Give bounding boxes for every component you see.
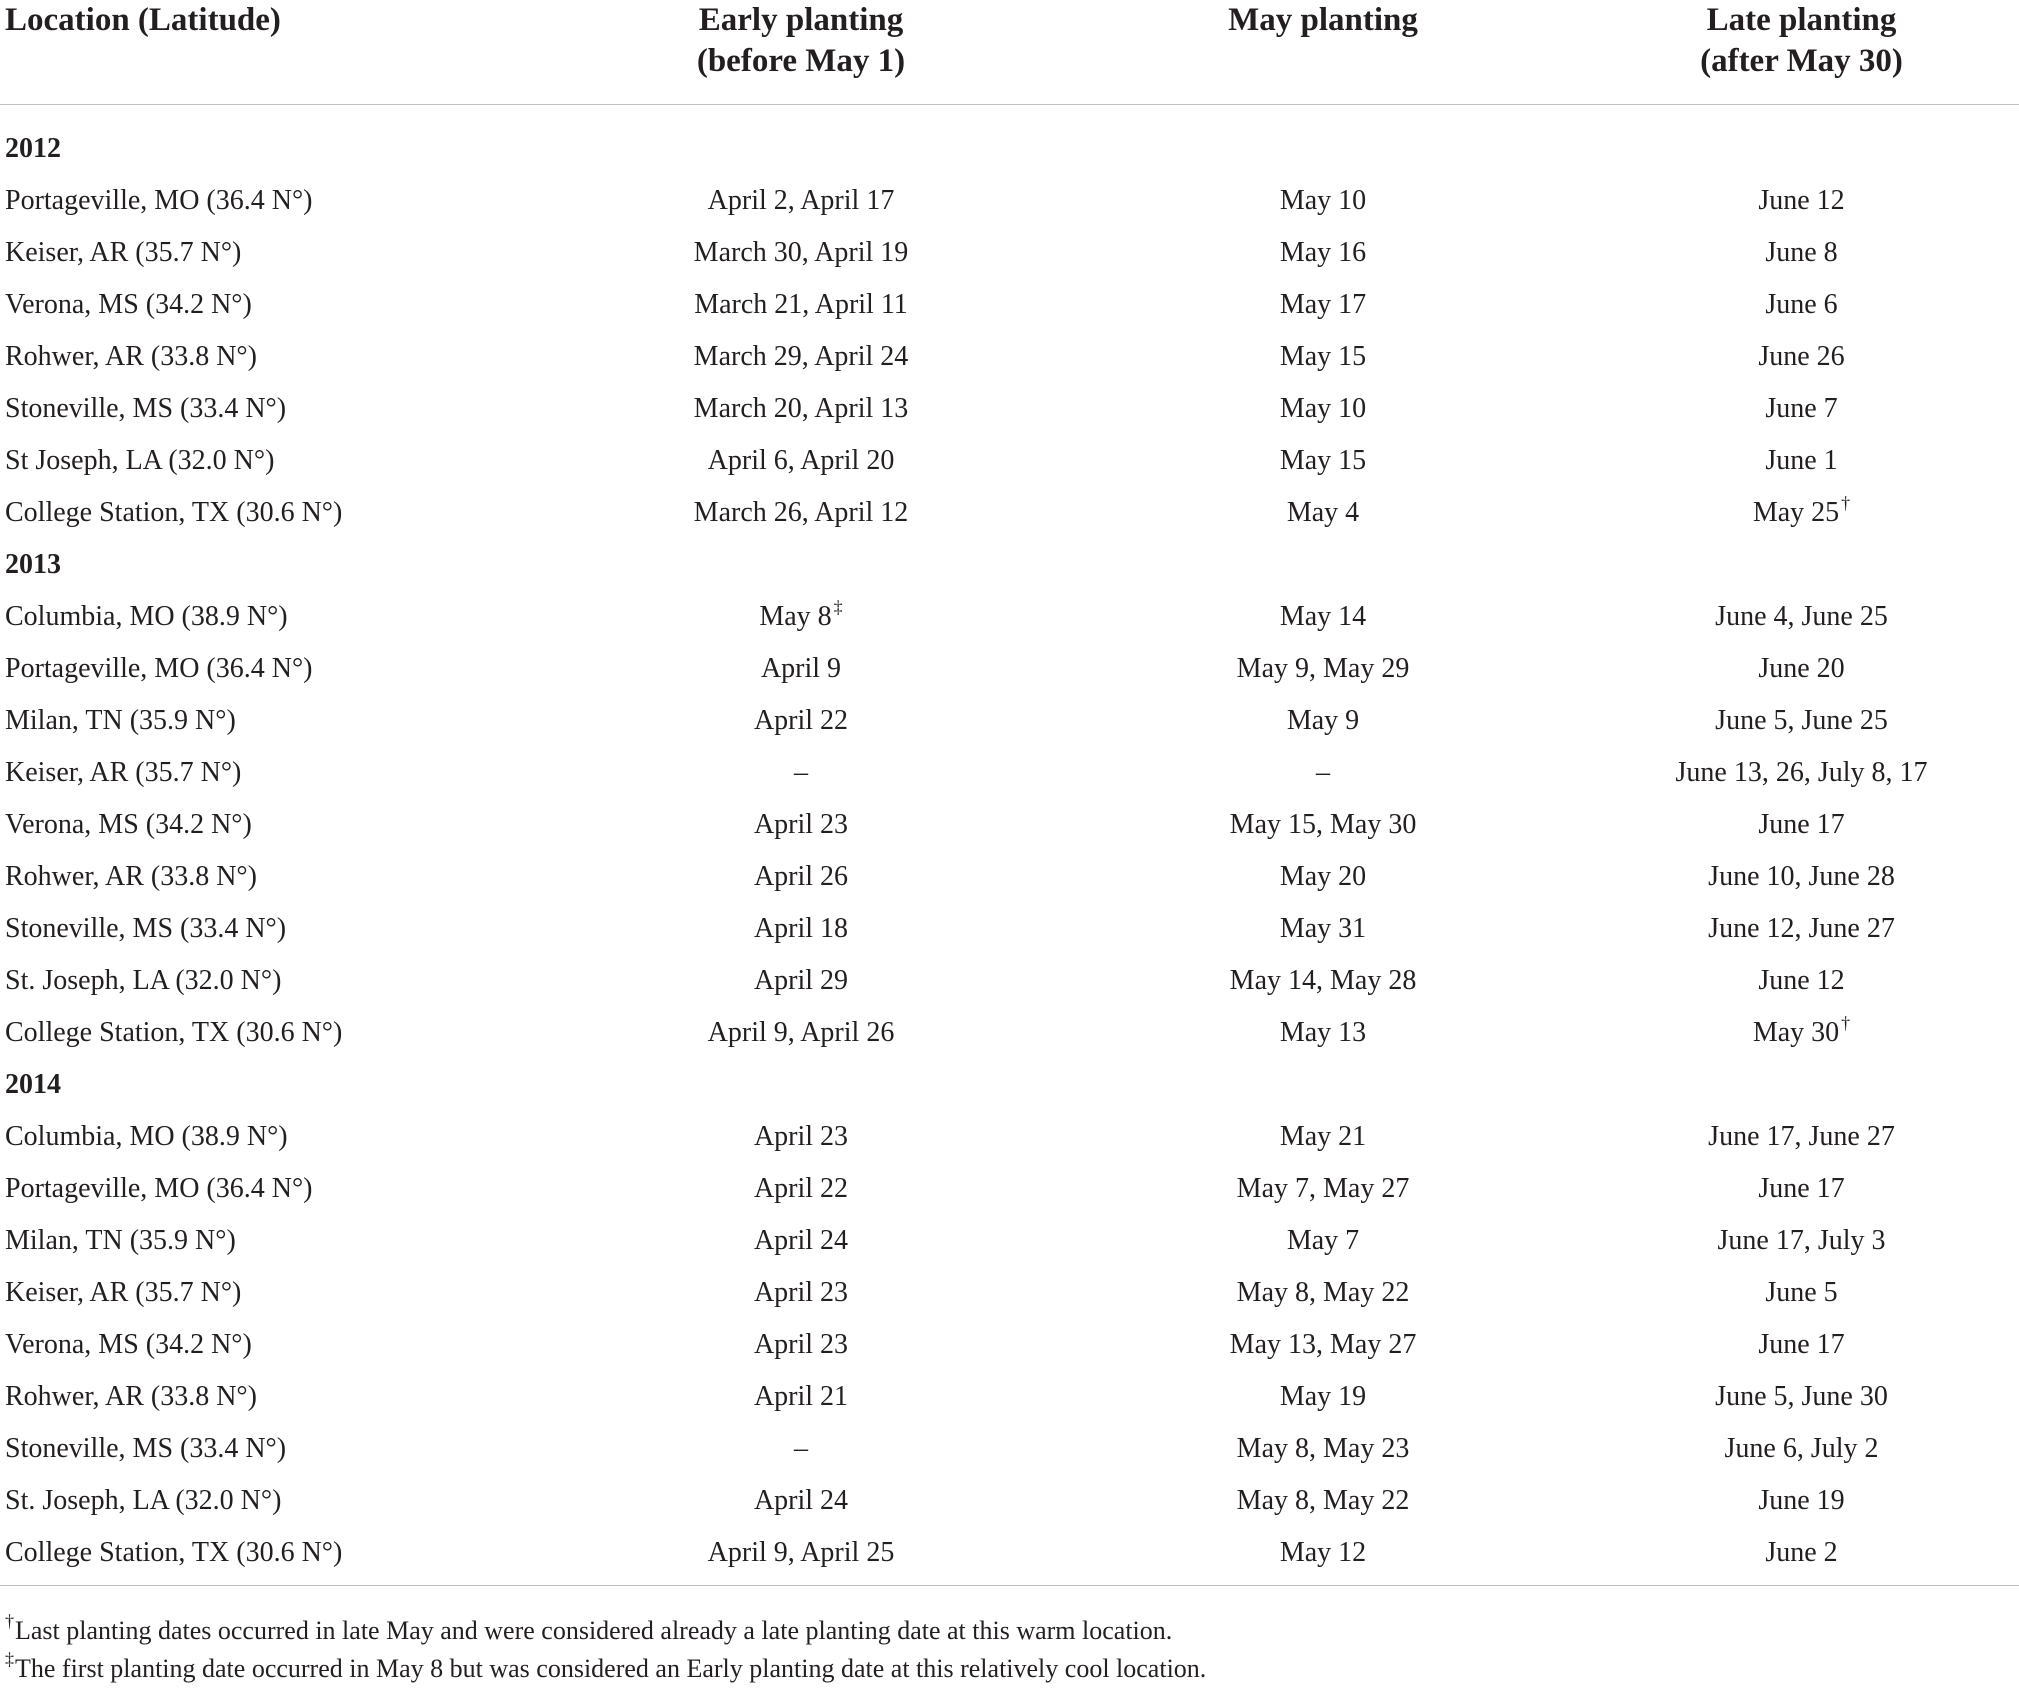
cell-late-planting — [1584, 487, 2019, 539]
footnote-double-dagger — [5, 1650, 2005, 1688]
cell-early-planting-text: April 18 — [753, 913, 849, 944]
footnote-symbol: † — [5, 1611, 14, 1631]
cell-may-planting-text: May 15 — [1279, 341, 1367, 372]
cell-may-planting — [1062, 799, 1584, 851]
cell-may-planting-text: May 10 — [1279, 393, 1367, 424]
cell-location-text: College Station, TX (30.6 N°) — [5, 1017, 343, 1048]
cell-location — [0, 1475, 540, 1527]
table-row — [0, 331, 2019, 383]
cell-may-planting — [1062, 1475, 1584, 1527]
spacer-cell — [0, 105, 2019, 124]
cell-late-planting-text: June 6, July 2 — [1724, 1433, 1879, 1464]
table-row — [0, 227, 2019, 279]
cell-early-planting-text: April 23 — [753, 1277, 849, 1308]
table-row — [0, 1111, 2019, 1163]
cell-location — [0, 1527, 540, 1586]
cell-may-planting-text: May 7 — [1286, 1225, 1360, 1256]
footnote-symbol: ‡ — [5, 1649, 14, 1669]
cell-may-planting — [1062, 487, 1584, 539]
cell-late-planting — [1584, 747, 2019, 799]
year-group-row — [0, 1059, 2019, 1111]
cell-late-planting — [1584, 1423, 2019, 1475]
cell-location-text: Verona, MS (34.2 N°) — [5, 809, 252, 840]
cell-early-planting-text: – — [794, 757, 808, 788]
cell-late-planting-text: May 30 — [1752, 1017, 1840, 1048]
cell-late-planting — [1584, 799, 2019, 851]
cell-early-planting-text: April 23 — [753, 809, 849, 840]
cell-early-planting — [540, 1319, 1062, 1371]
cell-late-planting — [1584, 435, 2019, 487]
cell-early-planting-text: April 9, April 25 — [707, 1537, 895, 1568]
cell-may-planting-text: May 10 — [1279, 185, 1367, 216]
cell-early-planting — [540, 591, 1062, 643]
cell-early-planting — [540, 1371, 1062, 1423]
cell-may-planting — [1062, 383, 1584, 435]
cell-location-text: St Joseph, LA (32.0 N°) — [5, 445, 275, 476]
table-row — [0, 695, 2019, 747]
table-row — [0, 487, 2019, 539]
cell-may-planting-text: May 19 — [1279, 1381, 1367, 1412]
cell-may-planting — [1062, 1111, 1584, 1163]
cell-early-planting-text: March 29, April 24 — [693, 341, 909, 372]
cell-may-planting — [1062, 851, 1584, 903]
column-header-line: May planting — [1228, 2, 1418, 38]
cell-late-planting — [1584, 1267, 2019, 1319]
cell-location — [0, 487, 540, 539]
cell-early-planting — [540, 1163, 1062, 1215]
cell-may-planting — [1062, 1267, 1584, 1319]
table-row — [0, 383, 2019, 435]
cell-late-planting — [1584, 851, 2019, 903]
cell-late-planting — [1584, 1319, 2019, 1371]
cell-location — [0, 1215, 540, 1267]
table-row — [0, 1267, 2019, 1319]
cell-late-planting — [1584, 1527, 2019, 1586]
cell-late-planting-text: May 25 — [1752, 497, 1840, 528]
cell-may-planting-text: May 8, May 22 — [1236, 1485, 1410, 1516]
table-row — [0, 955, 2019, 1007]
table-row — [0, 1163, 2019, 1215]
cell-late-planting-text: June 8 — [1765, 237, 1838, 268]
cell-late-planting — [1584, 1007, 2019, 1059]
cell-late-planting-text: June 2 — [1765, 1537, 1838, 1568]
cell-location-text: Stoneville, MS (33.4 N°) — [5, 913, 287, 944]
cell-location-text: Stoneville, MS (33.4 N°) — [5, 393, 287, 424]
cell-late-planting-text: June 17 — [1758, 809, 1845, 840]
footnote-dagger — [5, 1612, 2005, 1650]
cell-late-planting-text: June 1 — [1765, 445, 1838, 476]
cell-location — [0, 1007, 540, 1059]
cell-location — [0, 1319, 540, 1371]
column-header-early-planting — [540, 0, 1062, 105]
cell-early-planting — [540, 175, 1062, 227]
cell-early-planting-text: April 9 — [760, 653, 842, 684]
table-row — [0, 591, 2019, 643]
cell-early-planting — [540, 1267, 1062, 1319]
cell-may-planting — [1062, 1319, 1584, 1371]
cell-location — [0, 799, 540, 851]
cell-location-text: Rohwer, AR (33.8 N°) — [5, 341, 257, 372]
cell-early-planting-text: April 21 — [753, 1381, 849, 1412]
cell-early-planting-text: April 23 — [753, 1329, 849, 1360]
cell-early-planting-text: March 20, April 13 — [693, 393, 909, 424]
cell-location — [0, 175, 540, 227]
cell-may-planting-text: May 9, May 29 — [1236, 653, 1410, 684]
cell-late-planting-text: June 17, July 3 — [1717, 1225, 1886, 1256]
cell-late-planting — [1584, 1475, 2019, 1527]
cell-may-planting — [1062, 435, 1584, 487]
cell-early-planting — [540, 903, 1062, 955]
table-row — [0, 747, 2019, 799]
column-header-line: (after May 30) — [1700, 43, 1903, 79]
cell-may-planting-text: May 16 — [1279, 237, 1367, 268]
cell-early-planting — [540, 799, 1062, 851]
cell-late-planting — [1584, 1215, 2019, 1267]
table-row — [0, 1215, 2019, 1267]
year-label: 2014 — [5, 1069, 61, 1100]
cell-location-text: Keiser, AR (35.7 N°) — [5, 237, 242, 268]
cell-early-planting-text: April 6, April 20 — [707, 445, 895, 476]
cell-late-planting-text: June 13, 26, July 8, 17 — [1675, 757, 1928, 788]
cell-early-planting — [540, 1215, 1062, 1267]
cell-may-planting-text: May 31 — [1279, 913, 1367, 944]
cell-location — [0, 279, 540, 331]
column-header-line: Late planting — [1706, 2, 1897, 38]
cell-early-planting-text: April 24 — [753, 1225, 849, 1256]
spacer-row — [0, 105, 2019, 124]
footnote-text: The first planting date occurred in May 8 but was considered an Early planting date at this relatively cool location. — [15, 1654, 1207, 1683]
cell-may-planting-text: May 15, May 30 — [1229, 809, 1417, 840]
column-header-line: Location (Latitude) — [5, 2, 281, 38]
table-row — [0, 1527, 2019, 1586]
cell-location-text: Verona, MS (34.2 N°) — [5, 1329, 252, 1360]
cell-location — [0, 383, 540, 435]
cell-late-planting — [1584, 903, 2019, 955]
cell-early-planting-text: April 24 — [753, 1485, 849, 1516]
cell-late-planting — [1584, 955, 2019, 1007]
cell-may-planting — [1062, 227, 1584, 279]
table-body — [0, 105, 2019, 1586]
cell-may-planting-text: – — [1316, 757, 1330, 788]
cell-location — [0, 1267, 540, 1319]
column-header-location — [0, 0, 540, 105]
cell-late-planting — [1584, 279, 2019, 331]
cell-location-text: Rohwer, AR (33.8 N°) — [5, 1381, 257, 1412]
table-row — [0, 1423, 2019, 1475]
cell-location — [0, 1163, 540, 1215]
table-row — [0, 175, 2019, 227]
cell-early-planting-text: April 22 — [753, 705, 849, 736]
cell-early-planting-text: April 2, April 17 — [707, 185, 895, 216]
cell-late-planting — [1584, 383, 2019, 435]
cell-location — [0, 695, 540, 747]
cell-location-text: Portageville, MO (36.4 N°) — [5, 1173, 313, 1204]
footnote-marker: † — [1841, 493, 1851, 513]
cell-late-planting-text: June 6 — [1765, 289, 1838, 320]
cell-late-planting — [1584, 695, 2019, 747]
cell-may-planting — [1062, 1423, 1584, 1475]
cell-late-planting-text: June 7 — [1765, 393, 1838, 424]
cell-early-planting — [540, 435, 1062, 487]
cell-early-planting-text: April 29 — [753, 965, 849, 996]
cell-late-planting — [1584, 175, 2019, 227]
cell-early-planting-text: April 23 — [753, 1121, 849, 1152]
cell-may-planting — [1062, 1163, 1584, 1215]
cell-location-text: Verona, MS (34.2 N°) — [5, 289, 252, 320]
cell-late-planting-text: June 17, June 27 — [1708, 1121, 1895, 1152]
cell-late-planting-text: June 5, June 30 — [1715, 1381, 1888, 1412]
cell-early-planting — [540, 1007, 1062, 1059]
cell-may-planting — [1062, 955, 1584, 1007]
cell-may-planting — [1062, 175, 1584, 227]
footnote-marker: † — [1841, 1013, 1851, 1033]
column-header-line: Early planting — [698, 2, 904, 38]
cell-location — [0, 1371, 540, 1423]
cell-location — [0, 435, 540, 487]
cell-early-planting-text: May 8 — [759, 601, 832, 632]
cell-early-planting-text: March 26, April 12 — [693, 497, 909, 528]
cell-may-planting-text: May 14, May 28 — [1229, 965, 1417, 996]
cell-location-text: Columbia, MO (38.9 N°) — [5, 1121, 288, 1152]
cell-late-planting — [1584, 227, 2019, 279]
cell-location — [0, 1111, 540, 1163]
cell-location-text: St. Joseph, LA (32.0 N°) — [5, 1485, 282, 1516]
table-row — [0, 435, 2019, 487]
cell-may-planting-text: May 14 — [1279, 601, 1367, 632]
cell-location — [0, 747, 540, 799]
table-row — [0, 279, 2019, 331]
cell-may-planting-text: May 13 — [1279, 1017, 1367, 1048]
cell-may-planting — [1062, 1007, 1584, 1059]
cell-location-text: Milan, TN (35.9 N°) — [5, 705, 236, 736]
cell-early-planting — [540, 1527, 1062, 1586]
cell-may-planting — [1062, 331, 1584, 383]
cell-early-planting — [540, 1111, 1062, 1163]
cell-early-planting — [540, 1423, 1062, 1475]
cell-late-planting-text: June 17 — [1758, 1173, 1845, 1204]
table-row — [0, 1007, 2019, 1059]
cell-early-planting — [540, 695, 1062, 747]
cell-location-text: Milan, TN (35.9 N°) — [5, 1225, 236, 1256]
cell-may-planting — [1062, 1527, 1584, 1586]
footnote-text: Last planting dates occurred in late May and were considered already a late planting date at this warm location. — [15, 1616, 1173, 1645]
cell-location — [0, 1423, 540, 1475]
table-row — [0, 851, 2019, 903]
cell-may-planting-text: May 12 — [1279, 1537, 1367, 1568]
cell-late-planting-text: June 26 — [1758, 341, 1845, 372]
column-header-may-planting — [1062, 0, 1584, 105]
cell-may-planting — [1062, 643, 1584, 695]
year-group-row — [0, 539, 2019, 591]
table-header — [0, 0, 2019, 105]
cell-location-text: Rohwer, AR (33.8 N°) — [5, 861, 257, 892]
cell-may-planting-text: May 8, May 22 — [1236, 1277, 1410, 1308]
cell-early-planting — [540, 1475, 1062, 1527]
year-label: 2012 — [5, 133, 61, 164]
cell-early-planting-text: April 26 — [753, 861, 849, 892]
header-row — [0, 0, 2019, 105]
table-row — [0, 1319, 2019, 1371]
cell-late-planting-text: June 17 — [1758, 1329, 1845, 1360]
table-row — [0, 1475, 2019, 1527]
footnotes — [5, 1612, 2005, 1688]
cell-late-planting-text: June 5, June 25 — [1715, 705, 1888, 736]
table-row — [0, 643, 2019, 695]
cell-location-text: College Station, TX (30.6 N°) — [5, 497, 343, 528]
cell-early-planting-text: – — [794, 1433, 808, 1464]
cell-early-planting-text: March 21, April 11 — [694, 289, 908, 320]
cell-may-planting — [1062, 279, 1584, 331]
cell-late-planting-text: June 12 — [1758, 185, 1845, 216]
cell-may-planting-text: May 21 — [1279, 1121, 1367, 1152]
cell-early-planting — [540, 747, 1062, 799]
cell-late-planting-text: June 20 — [1758, 653, 1845, 684]
cell-may-planting-text: May 13, May 27 — [1229, 1329, 1417, 1360]
cell-location-text: Keiser, AR (35.7 N°) — [5, 757, 242, 788]
cell-location-text: College Station, TX (30.6 N°) — [5, 1537, 343, 1568]
cell-location-text: Portageville, MO (36.4 N°) — [5, 653, 313, 684]
footnote-marker: ‡ — [833, 597, 843, 617]
cell-late-planting — [1584, 331, 2019, 383]
cell-late-planting — [1584, 591, 2019, 643]
cell-early-planting — [540, 331, 1062, 383]
cell-late-planting-text: June 5 — [1765, 1277, 1838, 1308]
cell-may-planting-text: May 8, May 23 — [1236, 1433, 1410, 1464]
cell-may-planting-text: May 15 — [1279, 445, 1367, 476]
cell-may-planting — [1062, 1215, 1584, 1267]
cell-late-planting-text: June 12 — [1758, 965, 1845, 996]
year-label: 2013 — [5, 549, 61, 580]
cell-may-planting — [1062, 747, 1584, 799]
cell-early-planting — [540, 383, 1062, 435]
cell-may-planting-text: May 7, May 27 — [1236, 1173, 1410, 1204]
cell-location — [0, 331, 540, 383]
cell-late-planting — [1584, 1163, 2019, 1215]
cell-early-planting-text: April 22 — [753, 1173, 849, 1204]
cell-early-planting — [540, 279, 1062, 331]
cell-location — [0, 955, 540, 1007]
cell-may-planting — [1062, 695, 1584, 747]
cell-late-planting — [1584, 1111, 2019, 1163]
table-row — [0, 903, 2019, 955]
table-row — [0, 1371, 2019, 1423]
column-header-line: (before May 1) — [696, 43, 906, 79]
cell-early-planting-text: April 9, April 26 — [707, 1017, 895, 1048]
cell-may-planting-text: May 4 — [1286, 497, 1360, 528]
cell-early-planting — [540, 227, 1062, 279]
cell-location — [0, 903, 540, 955]
cell-late-planting-text: June 12, June 27 — [1708, 913, 1895, 944]
cell-early-planting — [540, 955, 1062, 1007]
cell-late-planting — [1584, 1371, 2019, 1423]
cell-location-text: Portageville, MO (36.4 N°) — [5, 185, 313, 216]
year-group-row — [0, 123, 2019, 175]
cell-early-planting — [540, 487, 1062, 539]
cell-early-planting-text: March 30, April 19 — [693, 237, 909, 268]
cell-location — [0, 851, 540, 903]
cell-late-planting-text: June 19 — [1758, 1485, 1845, 1516]
column-header-late-planting — [1584, 0, 2019, 105]
cell-early-planting — [540, 643, 1062, 695]
cell-late-planting — [1584, 643, 2019, 695]
cell-may-planting — [1062, 903, 1584, 955]
cell-location-text: St. Joseph, LA (32.0 N°) — [5, 965, 282, 996]
cell-late-planting-text: June 4, June 25 — [1715, 601, 1888, 632]
cell-late-planting-text: June 10, June 28 — [1708, 861, 1895, 892]
cell-may-planting — [1062, 1371, 1584, 1423]
cell-location — [0, 591, 540, 643]
cell-location — [0, 227, 540, 279]
cell-location-text: Keiser, AR (35.7 N°) — [5, 1277, 242, 1308]
cell-may-planting-text: May 17 — [1279, 289, 1367, 320]
cell-location — [0, 643, 540, 695]
cell-may-planting-text: May 20 — [1279, 861, 1367, 892]
cell-location-text: Columbia, MO (38.9 N°) — [5, 601, 288, 632]
cell-early-planting — [540, 851, 1062, 903]
cell-may-planting-text: May 9 — [1286, 705, 1360, 736]
cell-may-planting — [1062, 591, 1584, 643]
table-row — [0, 799, 2019, 851]
cell-location-text: Stoneville, MS (33.4 N°) — [5, 1433, 287, 1464]
